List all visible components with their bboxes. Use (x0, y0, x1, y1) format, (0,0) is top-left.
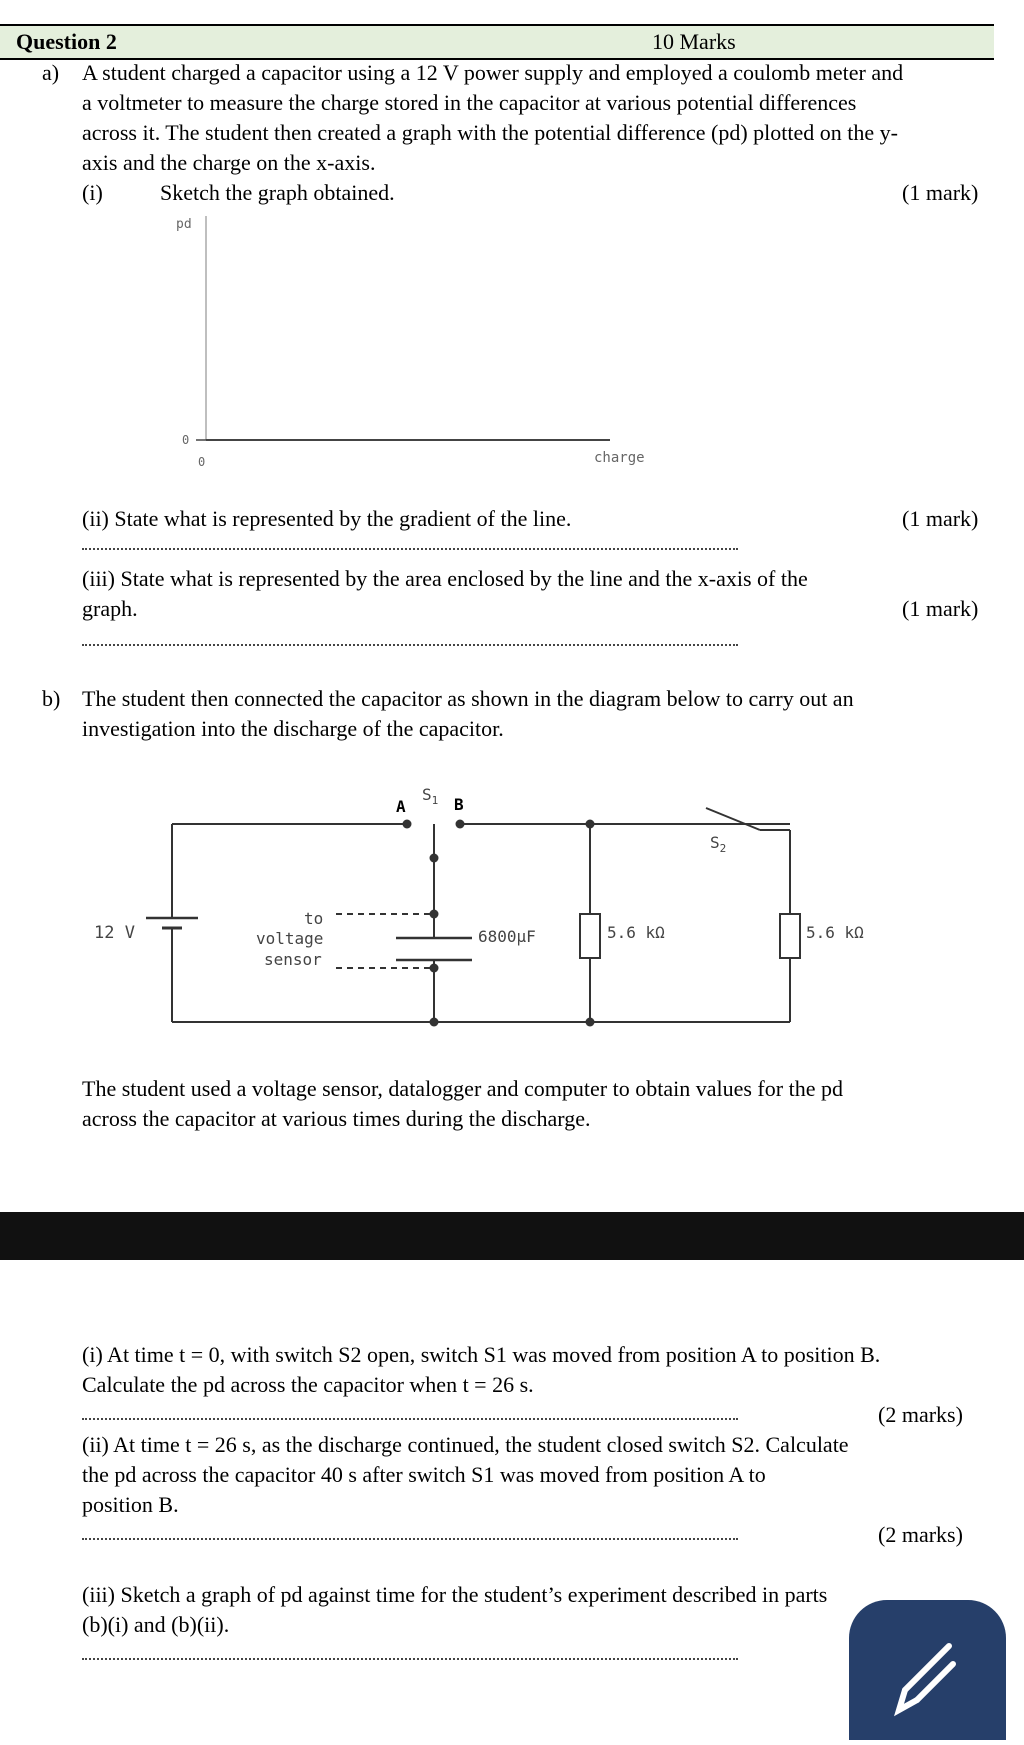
part-b-line: The student then connected the capacitor as shown in the diagram below to carry out an (82, 686, 854, 711)
part-a-line: axis and the charge on the x-axis. (82, 150, 376, 175)
discharge-circuit-diagram (0, 770, 1024, 1040)
q-a-iii-line: graph. (82, 596, 138, 621)
q-b-i-line: (i) At time t = 0, with switch S2 open, switch S1 was moved from position A to position B. (82, 1342, 881, 1367)
q-b-ii-marks: (2 marks) (878, 1522, 963, 1547)
resistor-1-label: 5.6 kΩ (607, 923, 665, 942)
junction (430, 1018, 439, 1027)
answer-line[interactable] (82, 1418, 738, 1420)
junction (586, 820, 595, 829)
sensor-label-line1: to (304, 909, 324, 928)
switch-pos-a-label: A (396, 797, 406, 816)
part-b-line: investigation into the discharge of the capacitor. (82, 716, 504, 741)
redaction-bar (0, 1212, 1024, 1260)
q-a-iii-marks: (1 mark) (902, 596, 979, 621)
resistor-1-body (580, 914, 600, 958)
q-b-iii-line: (b)(i) and (b)(ii). (82, 1612, 230, 1637)
junction (430, 910, 439, 919)
sensor-paragraph-line: across the capacitor at various times during the discharge. (82, 1106, 591, 1131)
sensor-label-line2: voltage (256, 929, 324, 948)
answer-line[interactable] (82, 644, 738, 646)
part-b-label: b) (42, 686, 61, 711)
q-b-ii-line: the pd across the capacitor 40 s after switch S1 was moved from position A to (82, 1462, 766, 1487)
y-axis-label: pd (176, 217, 192, 232)
switch-s1-contact-a (403, 820, 412, 829)
switch-s1-label: $S_1$ (422, 785, 439, 807)
question-title: Question 2 (16, 29, 117, 54)
x-zero-label: 0 (198, 455, 206, 469)
junction (430, 964, 439, 973)
sensor-label-line3: sensor (264, 950, 322, 969)
q-b-ii-line: position B. (82, 1492, 179, 1517)
resistor-2-body (780, 914, 800, 958)
capacitor-value-label: 6800μF (478, 927, 536, 946)
q-a-ii-text: (ii) State what is represented by the gradient of the line. (82, 506, 572, 531)
q-a-i-marks: (1 mark) (902, 180, 979, 205)
switch-pos-b-label: B (454, 795, 464, 814)
q-b-ii-line: (ii) At time t = 26 s, as the discharge continued, the student closed switch S2. Calculate (82, 1432, 849, 1457)
q-b-i-marks: (2 marks) (878, 1402, 963, 1427)
answer-line[interactable] (82, 548, 738, 550)
part-a-line: across it. The student then created a graph with the potential difference (pd) plotted on the y- (82, 120, 898, 145)
part-a-line: a voltmeter to measure the charge stored in the capacitor at various potential differences (82, 90, 857, 115)
pen-icon (849, 1600, 1006, 1740)
pen-fab-button[interactable] (849, 1600, 1006, 1740)
x-axis-label: charge (594, 450, 645, 466)
q-a-i-number: (i) (82, 180, 103, 205)
q-b-iii-line: (iii) Sketch a graph of pd against time for the student’s experiment described in parts (82, 1582, 828, 1607)
answer-line[interactable] (82, 1538, 738, 1540)
question-marks: 10 Marks (652, 29, 736, 54)
answer-line[interactable] (82, 1658, 738, 1660)
junction (586, 1018, 595, 1027)
resistor-2-label: 5.6 kΩ (806, 923, 864, 942)
q-a-i-text: Sketch the graph obtained. (160, 180, 395, 205)
q-b-i-line: Calculate the pd across the capacitor when t = 26 s. (82, 1372, 534, 1397)
switch-s2-blade (706, 808, 760, 830)
junction (430, 854, 439, 863)
part-a-line: A student charged a capacitor using a 12 V power supply and employed a coulomb meter and (82, 60, 904, 85)
question-header-bar (0, 24, 994, 60)
pd-charge-axes (170, 210, 650, 470)
switch-s1-contact-b (456, 820, 465, 829)
part-a-label: a) (42, 60, 60, 85)
q-a-ii-marks: (1 mark) (902, 506, 979, 531)
sensor-paragraph-line: The student used a voltage sensor, datalogger and computer to obtain values for the pd (82, 1076, 843, 1101)
supply-voltage-label: 12 V (94, 923, 135, 943)
y-zero-label: 0 (182, 433, 190, 447)
switch-s2-label: $S_2$ (710, 833, 727, 855)
q-a-iii-line: (iii) State what is represented by the area enclosed by the line and the x-axis of the (82, 566, 808, 591)
